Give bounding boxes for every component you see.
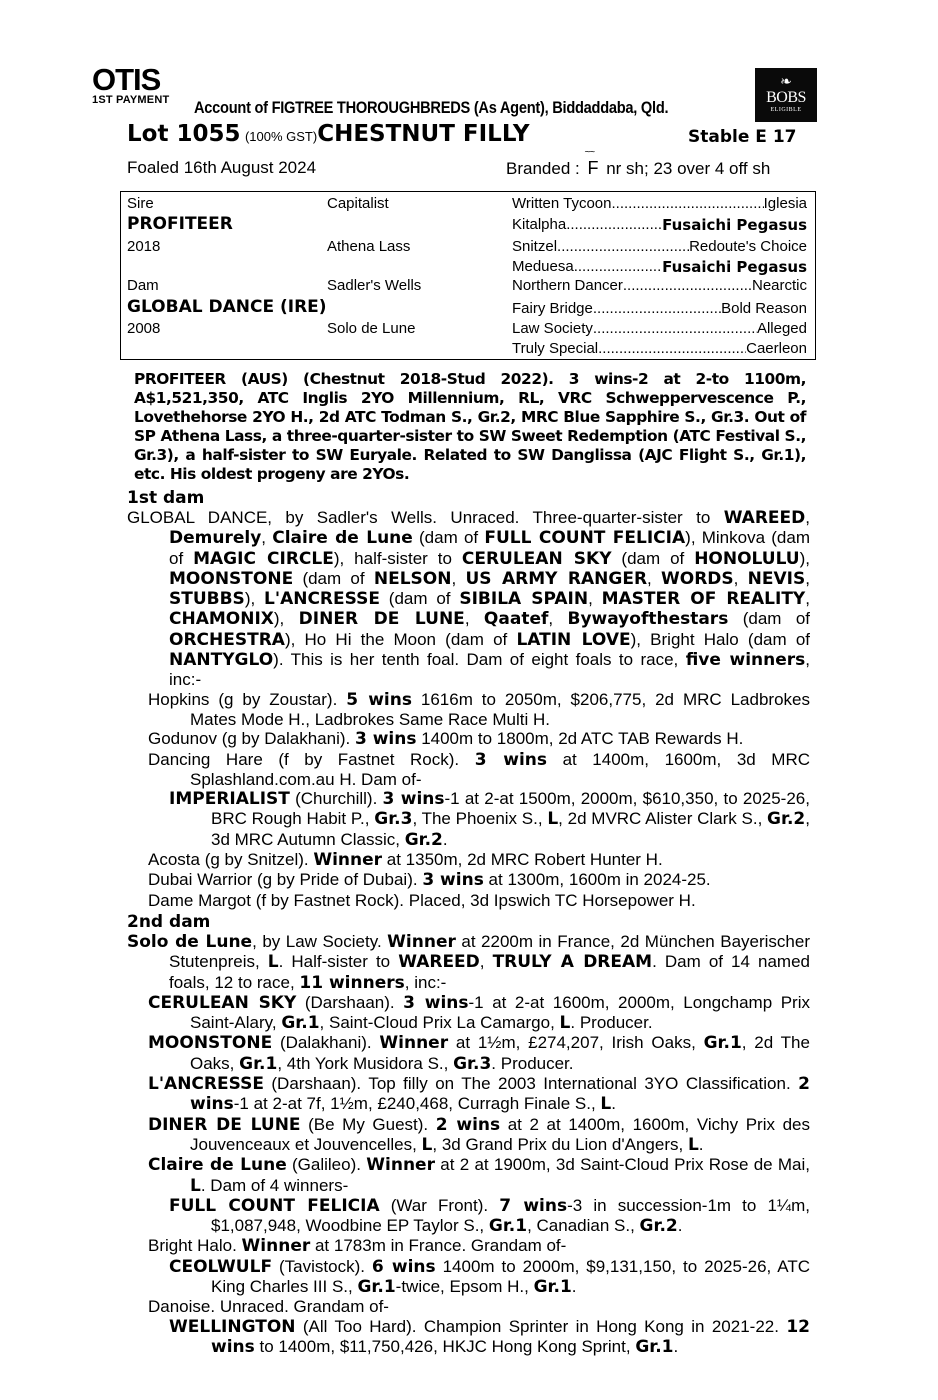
progeny-entry: Godunov (g by Dalakhani). 3 wins 1400m to 1800m, 2d ATC TAB Rewards H. [148,729,744,750]
third-gen-row: Written Tycoon ..... Iglesia [512,195,807,212]
progeny-entry: Danoise. Unraced. Grandam of- [148,1297,389,1317]
sire-dam: Athena Lass [327,238,411,255]
third-gen-row: Snitzel ..... Redoute's Choice [512,238,807,255]
dam-dam: Solo de Lune [327,320,416,337]
brand-description [506,147,771,179]
progeny-entry-imperialist: IMPERIALIST (Churchill). 3 wins-1 at 2-at 1500m, 2000m, $610,350, to 2025-26, BRC Rough Habit P., Gr.3, The Phoenix S., L, 2d MVRC Alister Clark S., Gr.2, 3d MRC Autumn Classic, Gr.2. [169,789,810,850]
bobs-eligible-logo [755,68,817,122]
progeny-entry: MOONSTONE (Dalakhani). Winner at 1½m, £274,207, Irish Oaks, Gr.1, 2d The Oaks, Gr.1, 4th York Musidora S., Gr.3. Producer. [148,1033,810,1074]
sire-label: Sire [127,195,154,212]
third-gen-row: Fairy Bridge ..... Bold Reason [512,300,807,317]
brand-glyph: F [587,158,599,178]
third-gen-row: Meduesa ..... Fusaichi Pegasus [512,258,807,276]
sex-colour: CHESTNUT FILLY [317,121,530,147]
branded-label: Branded : [506,159,580,178]
progeny-entry: WELLINGTON (All Too Hard). Champion Sprinter in Hong Kong in 2021-22. 12 wins to 1400m, $11,750,426, HKJC Hong Kong Sprint, Gr.1. [169,1316,810,1357]
vendor-account: Account of FIGTREE THOROUGHBREDS (As Agent), Biddaddaba, Qld. [194,98,669,117]
horse-head-icon: ❧ [780,73,792,89]
progeny-entry: CEOLWULF (Tavistock). 6 wins 1400m to 2000m, $9,131,150, to 2025-26, ATC King Charles III S., Gr.1-twice, Epsom H., Gr.1. [169,1256,810,1298]
sire-year: 2018 [127,238,161,255]
branded-detail: nr sh; 23 over 4 off sh [606,159,771,178]
progeny-entry: Dubai Warrior (g by Pride of Dubai). 3 wins at 1300m, 1600m in 2024-25. [148,870,711,891]
first-dam-section [127,489,810,911]
third-gen-row: Truly Special ..... Caerleon [512,340,807,357]
second-dam-heading: 2nd dam [127,912,211,932]
sire-notes: PROFITEER (AUS) (Chestnut 2018-Stud 2022). 3 wins-2 at 2-to 1100m, A$1,521,350, ATC Inglis 2YO Millennium, RL, VRC Schweppervescence P., Lovethehorse 2YO H., 2d ATC Todman S., Gr.2, MRC Blue Sapphire S., Gr.3. Out of SP Athena Lass, a three-quarter-sister to SW Sweet Redemption (ATC Festival S., Gr.3), a half-sister to SW Euryale. Related to SW Danglissa (AJC Flight S., Gr.1), etc. His oldest progeny are 2YOs. [134,370,806,483]
progeny-entry: Hopkins (g by Zoustar). 5 wins 1616m to 2050m, $206,775, 2d MRC Ladbrokes Mates Mode H., Ladbrokes Same Race Multi H. [148,689,810,729]
dam-sire: Sadler's Wells [327,277,422,294]
progeny-entry: FULL COUNT FELICIA (War Front). 7 wins-3 in succession-1m to 1¼m, $1,087,948, Woodbine EP Taylor S., Gr.1, Canadian S., Gr.2. [169,1195,810,1237]
brand-crown-icon: ~~ [584,147,595,158]
dam-year: 2008 [127,320,161,337]
sire-sire: Capitalist [327,195,389,212]
progeny-entry: Dancing Hare (f by Fastnet Rock). 3 wins at 1400m, 1600m, 3d MRC Splashland.com.au H. Dam of- [148,749,810,789]
lot-number: Lot 1055 [127,121,241,147]
otis-logo [92,62,182,106]
progeny-entry: Claire de Lune (Galileo). Winner at 2 at 1900m, 3d Saint-Cloud Prix Rose de Mai, L. Dam of 4 winners- [148,1155,810,1196]
foaled-date: Foaled 16th August 2024 [127,158,317,177]
progeny-entry: CERULEAN SKY (Darshaan). 3 wins-1 at 2-at 1600m, 2000m, Longchamp Prix Saint-Alary, Gr.1, Saint-Cloud Prix La Camargo, L. Producer. [148,992,810,1034]
progeny-entry: L'ANCRESSE (Darshaan). Top filly on The 2003 International 3YO Classification. 2 wins-1 at 2-at 7f, 1½m, £240,468, Curragh Finale S., L. [148,1074,810,1115]
third-gen-row: Law Society ..... Alleged [512,320,807,337]
bobs-logo-subtitle: ELIGIBLE [770,107,802,113]
otis-logo-word: OTIS [92,62,161,97]
otis-logo-subtitle: 1ST PAYMENT [92,94,170,106]
third-gen-row: Northern Dancer ..... Nearctic [512,277,807,294]
bobs-logo-title: BOBS [766,89,806,106]
brand-mark-icon [584,147,601,179]
lot-title [127,121,530,147]
first-dam-intro: GLOBAL DANCE, by Sadler's Wells. Unraced. Three-quarter-sister to WAREED, Demurely, Claire de Lune (dam of FULL COUNT FELICIA), Minkova (dam of MAGIC CIRCLE), half-sister to CERULEAN SKY (dam of HONOLULU), MOONSTONE (dam of NELSON, US ARMY RANGER, WORDS, NEVIS, STUBBS), L'ANCRESSE (dam of SIBILA SPAIN, MASTER OF REALITY, CHAMONIX), DINER DE LUNE, Qaatef, Bywayofthestars (dam of ORCHESTRA), Ho Hi the Moon (dam of LATIN LOVE), Bright Halo (dam of NANTYGLO). This is her tenth foal. Dam of eight foals to race, five winners, inc:- [127,508,810,690]
progeny-entry: Dame Margot (f by Fastnet Rock). Placed, 3d Ipswich TC Horsepower H. [148,890,696,910]
third-gen-row: Kitalpha ..... Fusaichi Pegasus [512,216,807,234]
pedigree-table [120,191,816,360]
progeny-entry: Acosta (g by Snitzel). Winner at 1350m, 2d MRC Robert Hunter H. [148,850,663,871]
progeny-entry: Bright Halo. Winner at 1783m in France. Grandam of- [148,1236,567,1257]
dam-name: GLOBAL DANCE (IRE) [127,297,327,317]
second-dam-section [127,913,810,1357]
second-dam-intro: Solo de Lune, by Law Society. Winner at 2200m in France, 2d München Bayerischer Stutenpreis, L. Half-sister to WAREED, TRULY A DREAM. Dam of 14 named foals, 12 to race, 11 winners, inc:- [127,932,810,993]
first-dam-heading: 1st dam [127,488,205,508]
gst-note: (100% GST) [244,129,318,144]
dam-label: Dam [127,277,159,294]
sire-name: PROFITEER [127,214,233,234]
stable-location: Stable E 17 [688,127,797,147]
progeny-entry: DINER DE LUNE (Be My Guest). 2 wins at 2 at 1400m, 1600m, Vichy Prix des Jouvenceaux et Jouvencelles, L, 3d Grand Prix du Lion d'Angers, L. [148,1114,810,1155]
